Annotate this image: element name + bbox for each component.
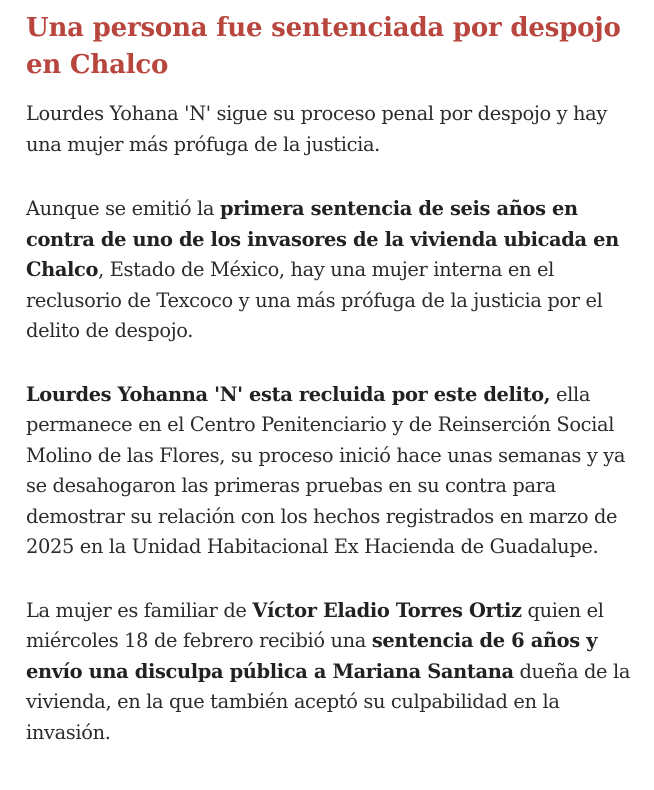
paragraph-bold: Víctor Eladio Torres Ortiz (252, 598, 522, 622)
paragraph-text: Aunque se emitió la (26, 197, 220, 220)
paragraph-3 (26, 596, 642, 749)
paragraph-2 (26, 380, 642, 563)
subheadline: Lourdes Yohana 'N' sigue su proceso penal por despojo y hay una mujer más prófuga de la justicia. (26, 102, 607, 156)
headline: Una persona fue sentenciada por despojo en Chalco (26, 13, 621, 80)
paragraph-bold: primera sentencia de seis años en contra de uno de los invasores de la vivienda ubicada en Chalco (26, 197, 619, 281)
paragraph-bold: Lourdes Yohanna 'N' esta recluida por este delito, (26, 382, 551, 406)
paragraph-text: ella permanece en el Centro Penitenciario y de Reinserción Social Molino de las Flores, su proceso inició hace unas semanas y ya se desahogaron las primeras pruebas en su contra para demostrar su relación con los hechos registrados en marzo de 2025 en la Unidad Habitacional Ex Hacienda de Guadalupe. (26, 382, 626, 558)
paragraph-text: quien el miércoles 18 de febrero recibió una (26, 598, 604, 652)
paragraph-text: La mujer es familiar de (26, 598, 253, 622)
paragraph-text: , Estado de México, hay una mujer interna en el reclusorio de Texcoco y una más prófuga de la justicia por el delito de despojo. (26, 258, 603, 342)
paragraph-text: dueña de la vivienda, en la que también aceptó su culpabilidad en la invasión. (26, 659, 631, 744)
article (26, 10, 642, 748)
paragraph-1 (26, 194, 642, 347)
paragraph-bold: sentencia de 6 años y envío una disculpa pública a Mariana Santana (26, 629, 598, 683)
